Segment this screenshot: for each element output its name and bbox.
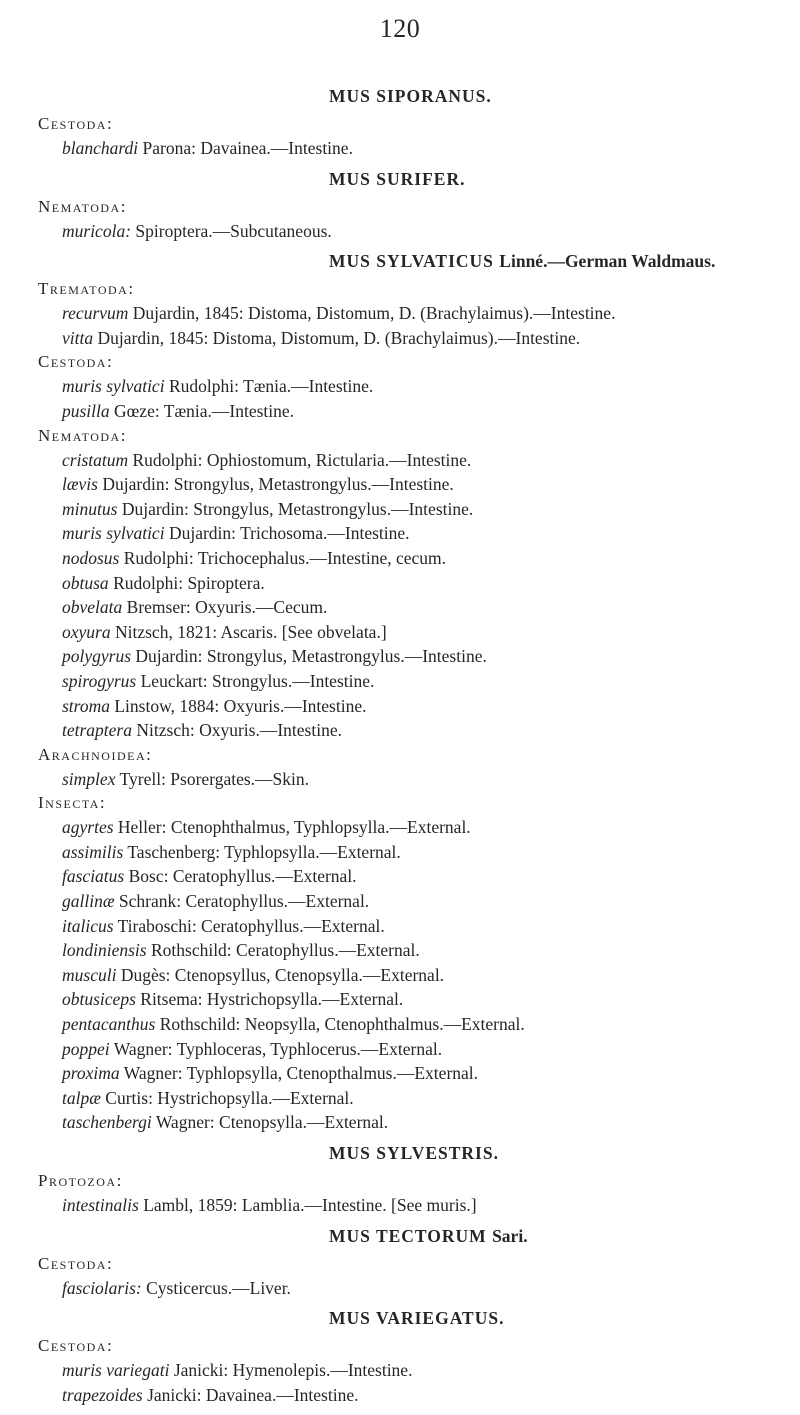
- species-name: agyrtes: [62, 817, 114, 838]
- parasite-entry: [38, 571, 790, 596]
- host-section: [38, 1143, 790, 1218]
- parasite-entry: [38, 521, 790, 546]
- entry-details: Dujardin: Trichosoma.—Intestine.: [168, 523, 410, 544]
- parasite-group-heading: Cestoda:: [38, 352, 114, 372]
- parasite-entry: [38, 620, 790, 645]
- parasite-group-heading: Nematoda:: [38, 425, 127, 445]
- host-name: MUS SIPORANUS.: [329, 86, 492, 106]
- entry-details: Rudolphi: Trichocephalus.—Intestine, cecum.: [123, 547, 446, 568]
- entry-details: Dujardin: Strongylus, Metastrongylus.—Intestine.: [135, 646, 487, 667]
- host-name: MUS SYLVATICUS: [329, 251, 494, 272]
- species-name: assimilis: [62, 841, 124, 862]
- parasite-entry: [38, 1383, 790, 1408]
- species-name: talpæ: [62, 1087, 101, 1108]
- parasite-entry: [38, 1110, 790, 1135]
- entry-details: Wagner: Typhlopsylla, Ctenopthalmus.—External.: [123, 1063, 479, 1084]
- entry-details: Rothschild: Neopsylla, Ctenophthalmus.—External.: [159, 1014, 525, 1035]
- species-name: obtusa: [62, 572, 109, 593]
- species-name: minutus: [62, 498, 118, 519]
- species-name: proxima: [62, 1063, 120, 1084]
- entry-details: Bremser: Oxyuris.—Cecum.: [126, 597, 328, 618]
- host-note: Sari.: [492, 1225, 528, 1246]
- entry-details: Janicki: Davainea.—Intestine.: [147, 1384, 359, 1405]
- parasite-entry: [38, 815, 790, 840]
- parasite-entry: [38, 326, 790, 351]
- host-name: MUS SURIFER.: [329, 168, 466, 189]
- species-name: taschenbergi: [62, 1112, 152, 1133]
- parasite-entry: [38, 448, 790, 473]
- entry-details: Lambl, 1859: Lamblia.—Intestine. [See muris.]: [143, 1195, 477, 1215]
- parasite-group-heading: Trematoda:: [38, 279, 135, 299]
- parasite-group-heading: Arachnoidea:: [38, 744, 153, 764]
- entry-details: Dujardin: Strongylus, Metastrongylus.—Intestine.: [121, 498, 474, 519]
- species-name: nodosus: [62, 547, 120, 568]
- host-section: [38, 1226, 790, 1301]
- entry-details: Ritsema: Hystrichopsylla.—External.: [140, 989, 404, 1010]
- species-name: cristatum: [62, 449, 129, 470]
- parasite-entry: [38, 767, 790, 792]
- entry-details: Taschenberg: Typhlopsylla.—External.: [127, 841, 401, 862]
- species-name: gallinæ: [62, 891, 115, 912]
- host-section: [38, 86, 790, 161]
- species-name: recurvum: [62, 303, 129, 324]
- entry-details: Dujardin, 1845: Distoma, Distomum, D. (Brachylaimus).—Intestine.: [132, 303, 616, 324]
- parasite-group-heading: Protozoa:: [38, 1171, 123, 1190]
- entry-details: Nitzsch: Oxyuris.—Intestine.: [136, 720, 342, 741]
- host-heading: [38, 251, 790, 271]
- parasite-entry: [38, 219, 790, 244]
- parasite-entry: [38, 1037, 790, 1062]
- host-section: [38, 1308, 790, 1407]
- entry-details: Dujardin, 1845: Distoma, Distomum, D. (Brachylaimus).—Intestine.: [97, 327, 581, 348]
- species-name: lævis: [62, 474, 98, 495]
- parasite-entry: [38, 1061, 790, 1086]
- parasite-entry: [38, 1086, 790, 1111]
- species-name: fasciatus: [62, 866, 125, 887]
- parasite-group-heading: Insecta:: [38, 793, 107, 813]
- entry-details: Dugès: Ctenopsyllus, Ctenopsylla.—External.: [120, 964, 445, 985]
- parasite-entry: [38, 864, 790, 889]
- parasite-group-heading: Cestoda:: [38, 1253, 114, 1273]
- entry-details: Cysticercus.—Liver.: [146, 1277, 291, 1298]
- parasite-entry: [38, 987, 790, 1012]
- parasite-entry: [38, 374, 790, 399]
- entry-details: Nitzsch, 1821: Ascaris. [See obvelata.]: [114, 621, 387, 642]
- parasite-entry: [38, 840, 790, 865]
- parasite-entry: [38, 669, 790, 694]
- species-name: polygyrus: [62, 646, 132, 667]
- host-heading: [38, 169, 790, 189]
- parasite-entry: [38, 1358, 790, 1383]
- host-section: [38, 169, 790, 244]
- parasite-entry: [38, 1012, 790, 1037]
- parasite-entry: [38, 595, 790, 620]
- species-name: pusilla: [62, 400, 110, 421]
- entry-details: Bosc: Ceratophyllus.—External.: [128, 866, 357, 887]
- entry-details: Linstow, 1884: Oxyuris.—Intestine.: [114, 695, 367, 716]
- parasite-entry: [38, 1193, 790, 1218]
- entry-details: Rothschild: Ceratophyllus.—External.: [150, 940, 420, 961]
- entry-details: Schrank: Ceratophyllus.—External.: [118, 891, 370, 912]
- parasite-entry: [38, 938, 790, 963]
- host-heading: [38, 1308, 790, 1328]
- species-name: poppei: [62, 1038, 110, 1059]
- host-heading: [38, 1143, 790, 1163]
- species-name: simplex: [62, 768, 116, 789]
- parasite-entry: [38, 889, 790, 914]
- parasite-entry: [38, 914, 790, 939]
- species-name: muris sylvatici: [62, 376, 165, 397]
- species-name: vitta: [62, 327, 94, 348]
- species-name: obtusiceps: [62, 989, 136, 1010]
- species-name: pentacanthus: [62, 1014, 156, 1035]
- entry-details: Heller: Ctenophthalmus, Typhlopsylla.—External.: [117, 817, 471, 838]
- entry-details: Spiroptera.—Subcutaneous.: [135, 220, 332, 241]
- species-name: londiniensis: [62, 940, 147, 961]
- host-name: MUS TECTORUM: [329, 1225, 487, 1246]
- species-name: spirogyrus: [62, 670, 137, 691]
- parasite-entry: [38, 136, 790, 161]
- parasite-group-heading: Cestoda:: [38, 114, 114, 133]
- species-name: muris sylvatici: [62, 523, 165, 544]
- species-name: tetraptera: [62, 720, 132, 741]
- species-name: blanchardi: [62, 138, 139, 158]
- parasite-entry: [38, 399, 790, 424]
- entry-details: Wagner: Ctenopsylla.—External.: [155, 1112, 389, 1133]
- entry-details: Wagner: Typhloceras, Typhlocerus.—External.: [113, 1038, 443, 1059]
- host-heading: [38, 86, 790, 106]
- parasite-group-heading: Nematoda:: [38, 196, 127, 216]
- entry-details: Rudolphi: Ophiostomum, Rictularia.—Intestine.: [132, 449, 472, 470]
- entry-details: Rudolphi: Spiroptera.: [113, 572, 265, 593]
- entry-details: Rudolphi: Tænia.—Intestine.: [168, 376, 374, 397]
- species-name: muricola:: [62, 220, 132, 241]
- parasite-entry: [38, 301, 790, 326]
- species-name: muris variegati: [62, 1360, 170, 1381]
- host-name: MUS SYLVESTRIS.: [329, 1143, 499, 1163]
- parasite-entry: [38, 694, 790, 719]
- entry-details: Leuckart: Strongylus.—Intestine.: [140, 670, 375, 691]
- entry-details: Curtis: Hystrichopsylla.—External.: [105, 1087, 354, 1108]
- species-name: musculi: [62, 964, 117, 985]
- entry-details: Gœze: Tænia.—Intestine.: [114, 400, 295, 421]
- entry-details: Janicki: Hymenolepis.—Intestine.: [173, 1360, 413, 1381]
- parasite-entry: [38, 546, 790, 571]
- entry-details: Tyrell: Psorergates.—Skin.: [119, 768, 310, 789]
- species-name: trapezoides: [62, 1384, 143, 1405]
- parasite-entry: [38, 644, 790, 669]
- host-heading: [38, 1226, 790, 1246]
- host-section: [38, 251, 790, 1135]
- page-number: 120: [379, 14, 421, 43]
- host-note: Linné.—German Waldmaus.: [499, 251, 716, 272]
- host-name: MUS VARIEGATUS.: [329, 1308, 505, 1329]
- species-name: italicus: [62, 915, 114, 936]
- entry-details: Tiraboschi: Ceratophyllus.—External.: [117, 915, 385, 936]
- parasite-entry: [38, 497, 790, 522]
- species-name: stroma: [62, 695, 110, 716]
- species-name: oxyura: [62, 621, 111, 642]
- parasite-group-heading: Cestoda:: [38, 1336, 114, 1356]
- parasite-entry: [38, 1276, 790, 1301]
- host-parasite-list: [38, 86, 790, 1415]
- species-name: obvelata: [62, 597, 123, 618]
- species-name: intestinalis: [62, 1195, 139, 1215]
- parasite-entry: [38, 963, 790, 988]
- entry-details: Parona: Davainea.—Intestine.: [142, 138, 353, 158]
- entry-details: Dujardin: Strongylus, Metastrongylus.—Intestine.: [102, 474, 454, 495]
- species-name: fasciolaris:: [62, 1277, 142, 1298]
- parasite-entry: [38, 472, 790, 497]
- parasite-entry: [38, 718, 790, 743]
